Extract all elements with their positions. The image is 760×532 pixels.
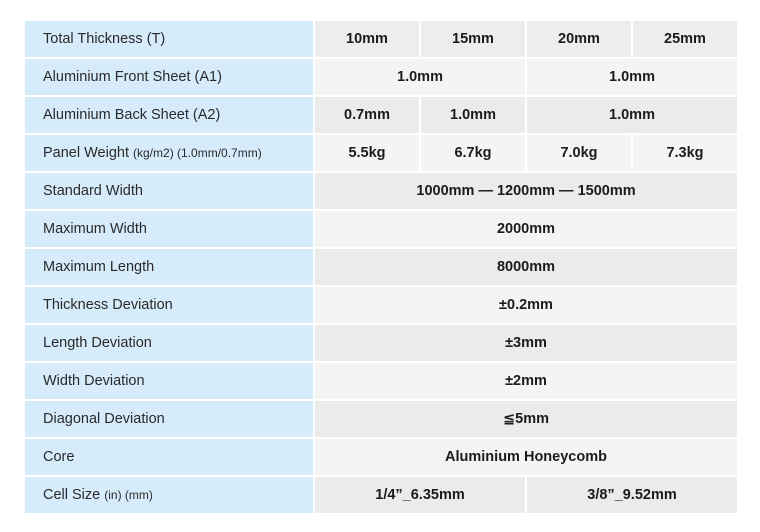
cell-maximum-width: 2000mm [314,210,738,248]
cell-size-label-units: (in) (mm) [104,488,153,502]
cell-front-sheet-a: 1.0mm [314,58,526,96]
cell-thickness-deviation: ±0.2mm [314,286,738,324]
cell-thickness-25: 25mm [632,20,738,58]
cell-back-sheet-c: 1.0mm [526,96,738,134]
table-row-length-deviation [24,324,738,362]
row-label-maximum-length: Maximum Length [24,248,314,286]
row-label-standard-width: Standard Width [24,172,314,210]
table-row-maximum-length [24,248,738,286]
cell-size-b: 3/8”_9.52mm [526,476,738,514]
cell-thickness-15: 15mm [420,20,526,58]
table-row-thickness-deviation [24,286,738,324]
cell-back-sheet-b: 1.0mm [420,96,526,134]
cell-thickness-20: 20mm [526,20,632,58]
cell-weight-a: 5.5kg [314,134,420,172]
cell-maximum-length: 8000mm [314,248,738,286]
cell-size-a: 1/4”_6.35mm [314,476,526,514]
row-label-cell-size [24,476,314,514]
table-row-core [24,438,738,476]
cell-length-deviation: ±3mm [314,324,738,362]
cell-core: Aluminium Honeycomb [314,438,738,476]
row-label-width-deviation: Width Deviation [24,362,314,400]
spec-table [23,19,739,515]
cell-front-sheet-b: 1.0mm [526,58,738,96]
row-label-front-sheet: Aluminium Front Sheet (A1) [24,58,314,96]
table-row-width-deviation [24,362,738,400]
row-label-diagonal-deviation: Diagonal Deviation [24,400,314,438]
cell-weight-c: 7.0kg [526,134,632,172]
table-row-front-sheet [24,58,738,96]
cell-standard-width: 1000mm — 1200mm — 1500mm [314,172,738,210]
row-label-maximum-width: Maximum Width [24,210,314,248]
cell-weight-d: 7.3kg [632,134,738,172]
table-row-maximum-width [24,210,738,248]
table-row-cell-size [24,476,738,514]
cell-thickness-10: 10mm [314,20,420,58]
cell-back-sheet-a: 0.7mm [314,96,420,134]
panel-weight-label-text: Panel Weight [43,145,129,161]
table-row-standard-width [24,172,738,210]
cell-width-deviation: ±2mm [314,362,738,400]
panel-weight-label-units: (kg/m2) (1.0mm/0.7mm) [133,146,262,160]
cell-size-label-text: Cell Size [43,487,101,503]
row-label-length-deviation: Length Deviation [24,324,314,362]
table-row-total-thickness [24,20,738,58]
cell-diagonal-deviation: ≦5mm [314,400,738,438]
row-label-thickness-deviation: Thickness Deviation [24,286,314,324]
table-row-panel-weight [24,134,738,172]
row-label-back-sheet: Aluminium Back Sheet (A2) [24,96,314,134]
cell-weight-b: 6.7kg [420,134,526,172]
table-row-diagonal-deviation [24,400,738,438]
row-label-panel-weight [24,134,314,172]
row-label-core: Core [24,438,314,476]
row-label-total-thickness: Total Thickness (T) [24,20,314,58]
table-row-back-sheet [24,96,738,134]
